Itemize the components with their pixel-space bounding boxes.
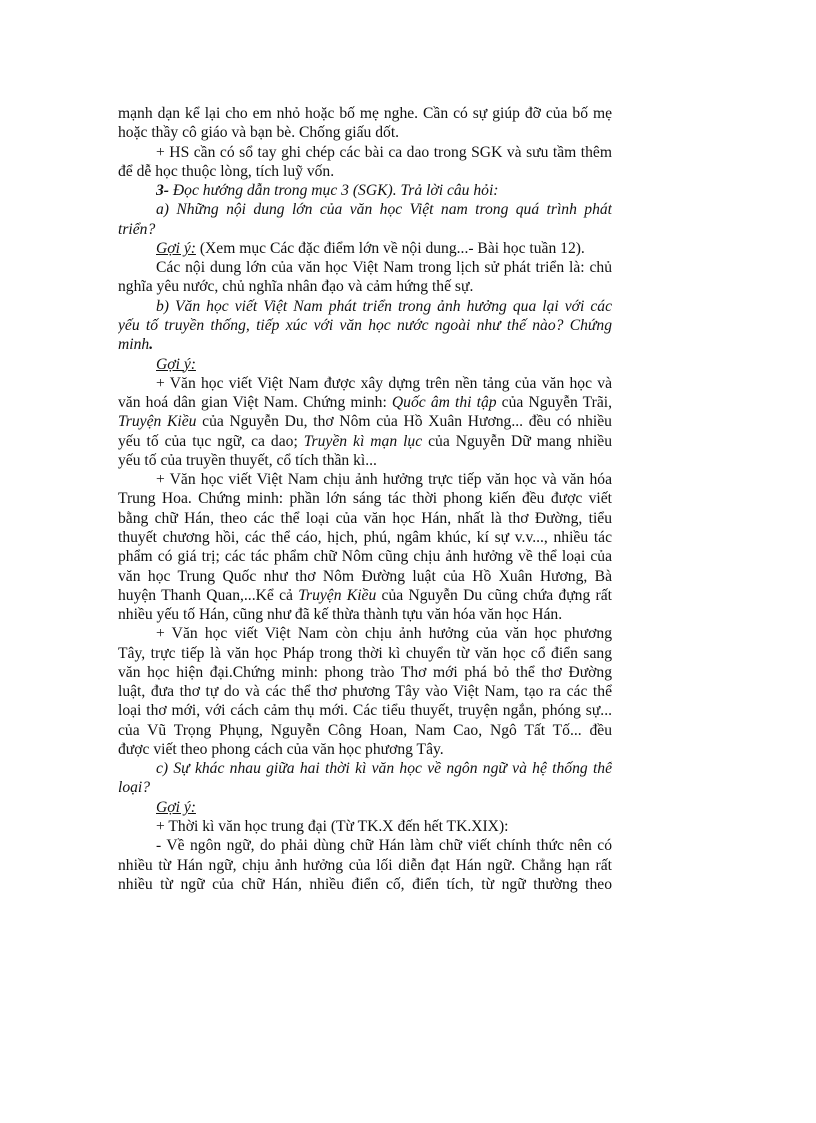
text-line (156, 181, 612, 201)
text-segment: của Nguyễn Dữ mang nhiều (422, 432, 612, 450)
text-line: luật, đưa thơ tự do và các thể thơ phương Tây vào Việt Nam, tạo ra các thể (118, 683, 612, 701)
text-segment: (Xem mục Các đặc điểm lớn về nội dung...- Bài học tuần 12). (195, 239, 585, 257)
text-segment: yếu tố của tục ngữ, ca dao; (118, 432, 304, 450)
text-line: + HS cần có sổ tay ghi chép các bài ca dao trong SGK và sưu tầm thêm (156, 143, 612, 161)
text-line: văn học hiện đại.Chứng minh: phong trào Thơ mới phá bỏ thể thơ Đường (118, 663, 612, 681)
text-line: của Vũ Trọng Phụng, Nguyễn Công Hoan, Nam Cao, Ngô Tất Tố... đều (118, 721, 612, 739)
text-line: + Văn học viết Việt Nam được xây dựng trên nền tảng của văn học và (156, 374, 612, 392)
text-line: nhiều từ Hán ngữ, chịu ảnh hưởng của lối diễn đạt Hán ngữ. Chẳng hạn rất (118, 856, 612, 874)
text-line: yếu tố truyền thống, tiếp xúc với văn học nước ngoài như thế nào? Chứng (118, 317, 612, 334)
text-line: mạnh dạn kể lại cho em nhỏ hoặc bố mẹ nghe. Cần có sự giúp đỡ của bố mẹ (118, 105, 612, 122)
text-line: hoặc thầy cô giáo và bạn bè. Chống giấu dốt. (118, 124, 400, 142)
text-segment: văn hoá dân gian Việt Nam. Chứng minh: (118, 394, 392, 412)
text-segment: của Nguyễn Du cũng chứa đựng rất (376, 586, 612, 604)
text-segment: Quốc âm thi tập (391, 394, 497, 412)
text-line: b) Văn học viết Việt Nam phát triển trong ảnh hưởng qua lại với các (156, 297, 612, 315)
text-line: phẩm có giá trị; các tác phẩm chữ Nôm cũng chịu ảnh hưởng về thể loại của (118, 548, 612, 566)
text-line: bằng chữ Hán, theo các thể loại của văn học Hán, nhất là thơ Đường, tiểu (118, 509, 612, 527)
text-segment: của Nguyễn Trãi, (496, 394, 612, 412)
text-line (118, 393, 612, 413)
text-segment: Gợi ý: (156, 239, 196, 257)
text-segment: của Nguyễn Du, thơ Nôm của Hồ Xuân Hương... đều có nhiều (196, 413, 612, 431)
text-line: + Thời kì văn học trung đại (Từ TK.X đến hết TK.XIX): (156, 818, 509, 835)
text-line: triển? (118, 220, 156, 238)
text-line: được viết theo phong cách của văn học phương Tây. (118, 740, 444, 758)
text-line: để dễ học thuộc lòng, tích luỹ vốn. (118, 162, 335, 180)
text-line: a) Những nội dung lớn của văn học Việt nam trong quá trình phát (156, 201, 612, 219)
text-segment: Đọc hướng dẫn trong mục 3 (SGK). Trả lời câu hỏi: (172, 182, 499, 200)
text-segment: minh (118, 336, 150, 354)
text-line: - Về ngôn ngữ, do phải dùng chữ Hán làm chữ viết chính thức nên có (156, 837, 612, 855)
text-line: Các nội dung lớn của văn học Việt Nam trong lịch sử phát triển là: chủ (156, 259, 612, 277)
text-line (118, 432, 612, 452)
text-line (118, 586, 612, 606)
text-segment: Truyền kì mạn lục (303, 432, 423, 450)
text-segment: huyện Thanh Quan,...Kể cả (118, 586, 299, 604)
text-line: thuyết chương hồi, các thể cáo, hịch, phú, ngâm khúc, kí sự v.v..., nhiều tác (118, 528, 612, 546)
text-line: Trung Hoa. Chứng minh: phần lớn sáng tác thời phong kiến đều được viết (118, 490, 612, 508)
text-line (118, 335, 612, 355)
text-segment: . (149, 336, 154, 354)
text-line: Gợi ý: (156, 355, 196, 373)
text-line: nghĩa yêu nước, chủ nghĩa nhân đạo và cảm hứng thế sự. (118, 278, 474, 296)
text-line: + Văn học viết Việt Nam chịu ảnh hưởng trực tiếp văn học và văn hóa (156, 471, 612, 489)
text-line (118, 412, 612, 432)
text-line: Gợi ý: (156, 798, 196, 816)
text-line: loại thơ mới, với cách cảm thụ mới. Các tiểu thuyết, truyện ngắn, phóng sự... (118, 702, 612, 720)
text-line: Tây, trực tiếp là văn học Pháp trong thời kì chuyển từ văn học cổ điển sang (118, 644, 612, 662)
text-segment: Truyện Kiều (118, 413, 197, 431)
text-line: nhiều từ ngữ của chữ Hán, nhiều điển cố, điển tích, từ ngữ thường theo (118, 875, 612, 893)
text-line: văn học Trung Quốc như thơ Nôm Đường luật của Hồ Xuân Hương, Bà (118, 567, 612, 585)
text-line: loại? (118, 779, 151, 797)
text-line: yếu tố của truyền thuyết, cổ tích thần kì... (118, 451, 377, 469)
text-line: + Văn học viết Việt Nam còn chịu ảnh hưởng của văn học phương (156, 625, 612, 643)
text-line (156, 239, 612, 259)
text-line: nhiều yếu tố Hán, cũng như đã kế thừa thành tựu văn hóa văn học Hán. (118, 606, 563, 623)
text-segment: Truyện Kiều (298, 586, 377, 604)
text-segment: 3- (156, 182, 173, 200)
text-line: c) Sự khác nhau giữa hai thời kì văn học về ngôn ngữ và hệ thống thể (156, 760, 612, 778)
